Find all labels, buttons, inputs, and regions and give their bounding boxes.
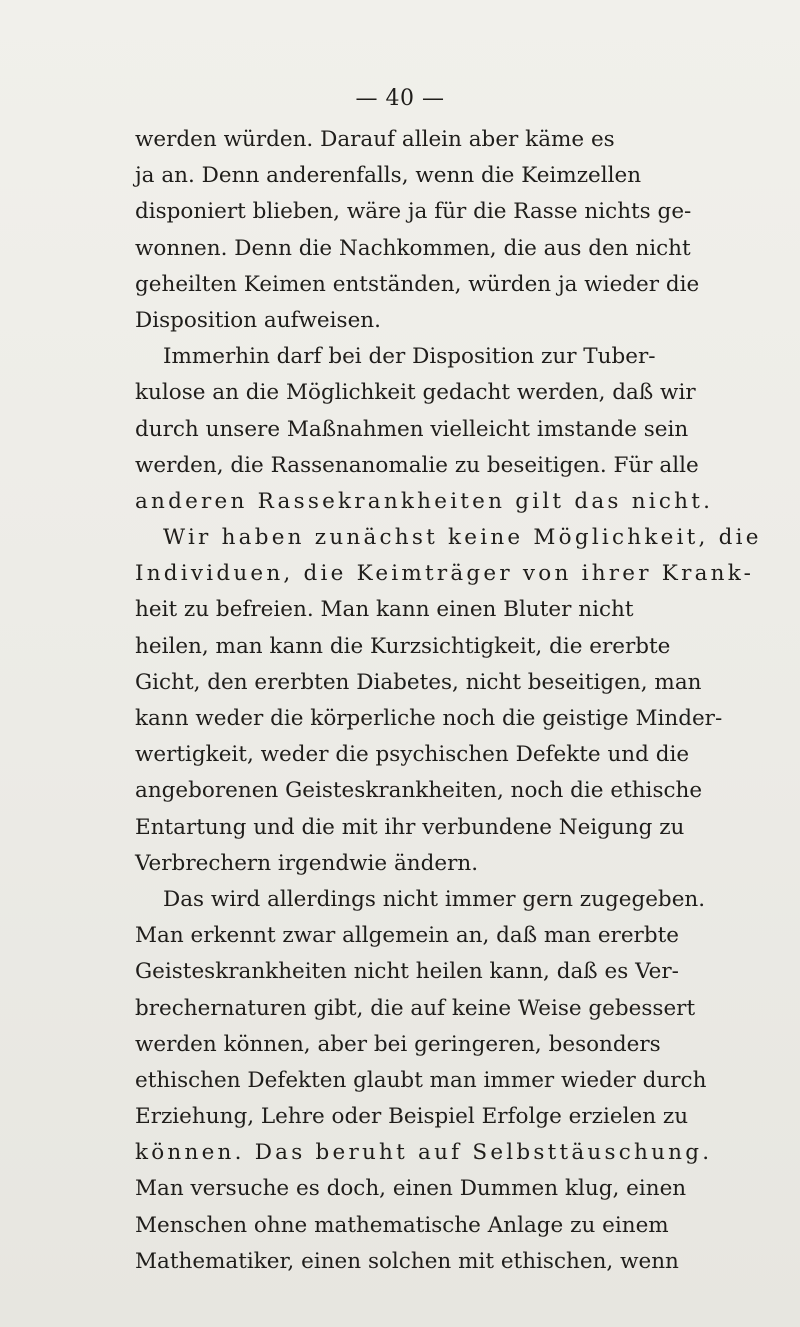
text-line: Verbrechern irgendwie ändern.: [135, 850, 479, 876]
paragraph-start: Wir haben zunächst keine Möglichkeit, die: [163, 525, 762, 551]
text-line: Disposition aufweisen.: [135, 307, 381, 333]
text-line: Mathematiker, einen solchen mit ethischen, wenn: [135, 1248, 679, 1274]
text-line: kann weder die körperliche noch die geistige Minder-: [135, 706, 723, 731]
text-line: heilen, man kann die Kurzsichtigkeit, die ererbte: [135, 633, 671, 659]
text-line: kulose an die Möglichkeit gedacht werden, daß wir: [135, 380, 696, 406]
text-line: Geisteskrankheiten nicht heilen kann, daß es Ver-: [135, 959, 679, 985]
text-line: brechernaturen gibt, die auf keine Weise gebessert: [135, 995, 696, 1021]
text-line: Gicht, den ererbten Diabetes, nicht beseitigen, man: [135, 669, 702, 695]
text-line: durch unsere Maßnahmen vielleicht imstande sein: [135, 416, 689, 442]
text-line: werden würden. Darauf allein aber käme es: [135, 127, 615, 152]
text-line: ja an. Denn anderenfalls, wenn die Keimzellen: [135, 163, 642, 189]
text-line: heit zu befreien. Man kann einen Bluter nicht: [135, 597, 634, 623]
paragraph-start: Immerhin darf bei der Disposition zur Tuber-: [163, 344, 656, 370]
text-line: werden, die Rassenanomalie zu beseitigen. Für alle: [135, 452, 699, 478]
page-number: — 40 —: [355, 86, 445, 111]
paragraph-start: Das wird allerdings nicht immer gern zugegeben.: [163, 886, 706, 912]
text-line: geheilten Keimen entständen, würden ja wieder die: [135, 271, 700, 297]
text-line: Erziehung, Lehre oder Beispiel Erfolge erzielen zu: [135, 1104, 689, 1130]
text-line: wertigkeit, weder die psychischen Defekte und die: [135, 742, 690, 768]
text-line-spaced: anderen Rassekrankheiten gilt das nicht.: [135, 488, 714, 514]
text-line: Entartung und die mit ihr verbundene Neigung zu: [135, 814, 685, 840]
text-line: Man erkennt zwar allgemein an, daß man ererbte: [135, 923, 679, 949]
text-line: wonnen. Denn die Nachkommen, die aus den nicht: [135, 235, 691, 261]
text-line: angeborenen Geisteskrankheiten, noch die ethische: [135, 778, 703, 804]
text-line-spaced: können. Das beruht auf Selbsttäuschung.: [135, 1140, 713, 1166]
text-line: disponiert blieben, wäre ja für die Rasse nichts ge-: [135, 199, 692, 225]
body-text: [135, 122, 770, 1280]
text-line: Menschen ohne mathematische Anlage zu einem: [135, 1212, 669, 1238]
text-line: Man versuche es doch, einen Dummen klug, einen: [135, 1176, 687, 1202]
text-line-spaced: Individuen, die Keimträger von ihrer Krank-: [135, 561, 755, 587]
text-line: ethischen Defekten glaubt man immer wieder durch: [135, 1067, 707, 1093]
text-line: werden können, aber bei geringeren, besonders: [135, 1031, 661, 1057]
